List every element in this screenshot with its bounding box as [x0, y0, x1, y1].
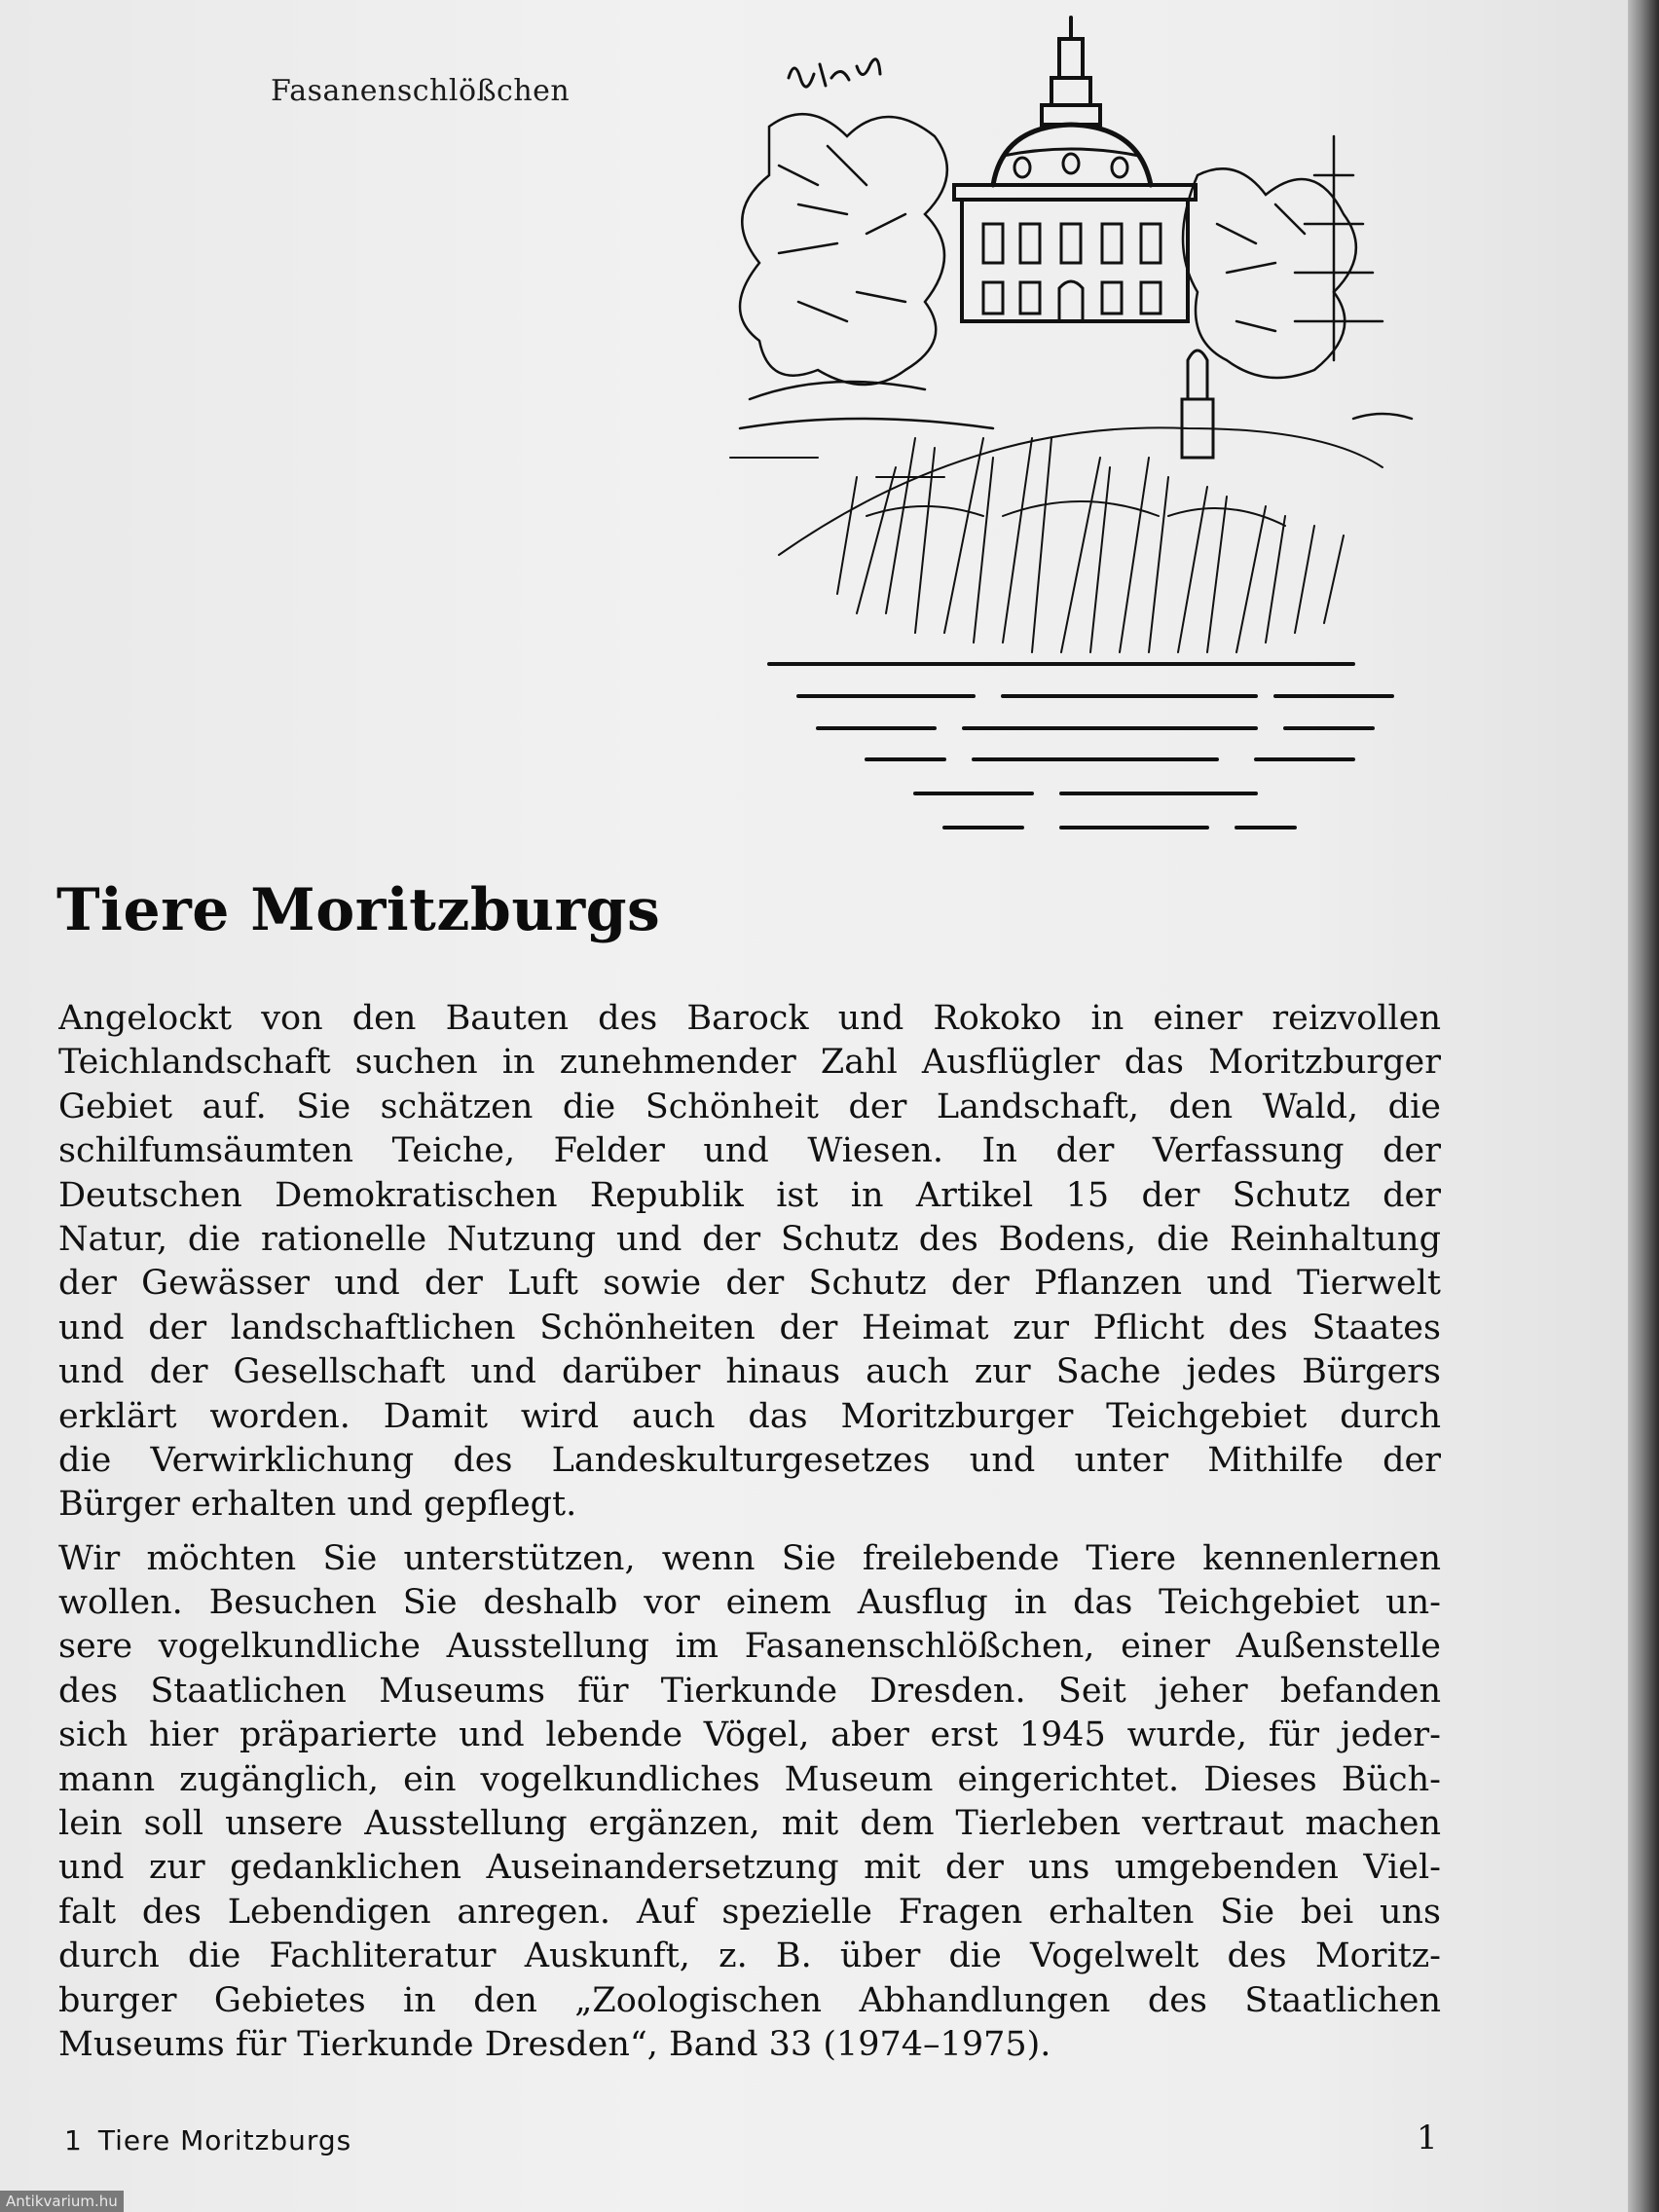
text-line: schilfumsäumten Teiche, Felder und Wiesen. In der Verfassung der [58, 1131, 1441, 1171]
page-number: 1 [1417, 2119, 1438, 2157]
chapter-title: Tiere Moritzburgs [56, 876, 661, 944]
running-footer [64, 2124, 351, 2157]
text-line: Deutschen Demokratischen Republik ist in Artikel 15 der Schutz der [58, 1175, 1441, 1215]
text-line: Gebiet auf. Sie schätzen die Schönheit der Landschaft, den Wald, die [58, 1087, 1441, 1126]
text-line: mann zugänglich, ein vogelkundliches Museum eingerichtet. Dieses Büch- [58, 1759, 1441, 1799]
text-line: Wir möchten Sie unterstützen, wenn Sie freilebende Tiere kennenlernen [58, 1538, 1441, 1578]
watermark: Antikvarium.hu [0, 2191, 124, 2212]
text-line: Angelockt von den Bauten des Barock und Rokoko in einer reizvollen [58, 999, 1441, 1038]
text-line: durch die Fachliteratur Auskunft, z. B. über die Vogelwelt des Moritz- [58, 1936, 1441, 1976]
text-line: und der Gesellschaft und darüber hinaus auch zur Sache jedes Bürgers [58, 1352, 1441, 1392]
text-line: Museums für Tierkunde Dresden“, Band 33 (1974–1975). [58, 2024, 1051, 2064]
text-line: und der landschaftlichen Schönheiten der Heimat zur Pflicht des Staates [58, 1308, 1441, 1347]
illustration-caption: Fasanenschlößchen [271, 74, 571, 108]
page-edge-shadow [1628, 0, 1659, 2212]
text-line: sich hier präparierte und lebende Vögel, aber erst 1945 wurde, für jeder- [58, 1715, 1441, 1755]
text-line: lein soll unsere Ausstellung ergänzen, mit dem Tierleben vertraut machen [58, 1804, 1441, 1844]
footer-chapter-number: 1 [64, 2124, 83, 2157]
text-line: der Gewässer und der Luft sowie der Schutz der Pflanzen und Tierwelt [58, 1264, 1441, 1304]
text-line: falt des Lebendigen anregen. Auf spezielle Fragen erhalten Sie bei uns [58, 1892, 1441, 1932]
text-line: des Staatlichen Museums für Tierkunde Dresden. Seit jeher befanden [58, 1671, 1441, 1711]
text-line: Natur, die rationelle Nutzung und der Schutz des Bodens, die Reinhaltung [58, 1219, 1441, 1259]
footer-chapter-title: Tiere Moritzburgs [97, 2124, 352, 2157]
castle-illustration [711, 10, 1421, 866]
text-line: sere vogelkundliche Ausstellung im Fasanenschlößchen, einer Außenstelle [58, 1627, 1441, 1667]
text-line: erklärt worden. Damit wird auch das Moritzburger Teichgebiet durch [58, 1396, 1441, 1436]
text-line: und zur gedanklichen Auseinandersetzung mit der uns umgebenden Viel- [58, 1848, 1441, 1888]
text-line: Bürger erhalten und gepflegt. [58, 1485, 577, 1525]
body-text [58, 997, 1441, 2067]
paragraph [58, 1537, 1441, 2068]
paragraph [58, 997, 1441, 1528]
text-line: die Verwirklichung des Landeskulturgesetzes und unter Mithilfe der [58, 1440, 1441, 1480]
text-line: wollen. Besuchen Sie deshalb vor einem Ausflug in das Teichgebiet un- [58, 1583, 1441, 1623]
text-line: Teichlandschaft suchen in zunehmender Zahl Ausflügler das Moritzburger [58, 1043, 1441, 1083]
text-line: burger Gebietes in den „Zoologischen Abhandlungen des Staatlichen [58, 1980, 1441, 2020]
